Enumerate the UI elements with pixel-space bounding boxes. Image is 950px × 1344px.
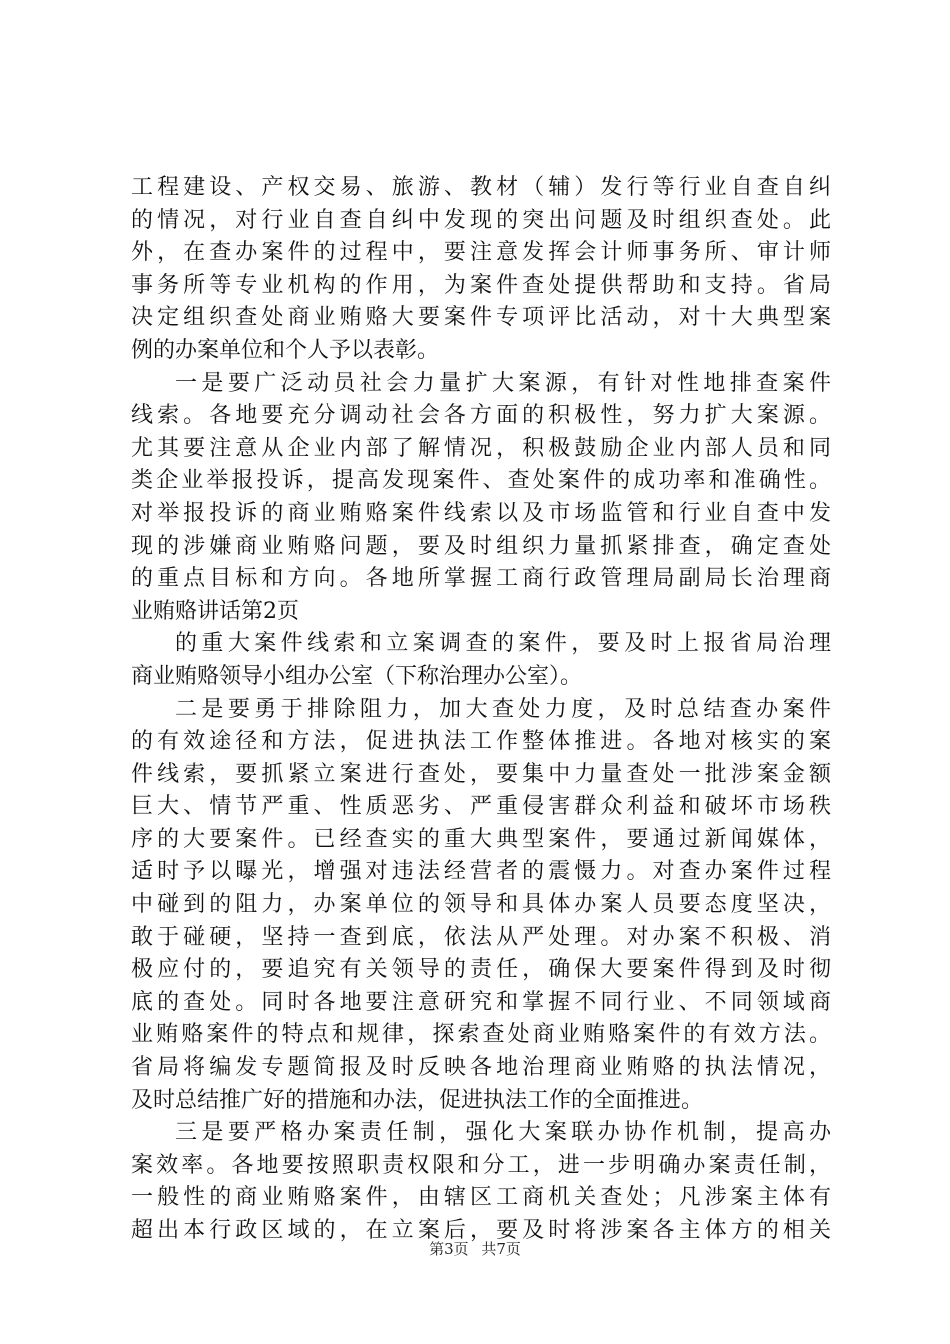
- text-line: 事务所等专业机构的作用，为案件查处提供帮助和支持。省局: [131, 272, 831, 298]
- text-line: 业贿赂讲话第2页: [131, 598, 299, 624]
- text-line: 工程建设、产权交易、旅游、教材（辅）发行等行业自查自纠: [131, 175, 831, 200]
- text-line: 案效率。各地要按照职责权限和分工，进一步明确办案责任制，: [131, 1152, 831, 1178]
- text-line: 一是要广泛动员社会力量扩大案源，有针对性地排查案件: [175, 370, 831, 396]
- page-total: 共7页: [481, 1240, 521, 1258]
- text-line: 的有效途径和方法，促进执法工作整体推进。各地对核实的案: [131, 729, 831, 755]
- text-line: 敢于碰硬，坚持一查到底，依法从严处理。对办案不积极、消: [131, 924, 831, 950]
- text-line: 尤其要注意从企业内部了解情况，积极鼓励企业内部人员和同: [131, 435, 831, 461]
- page-number: 第3页: [429, 1240, 469, 1258]
- text-line: 超出本行政区域的，在立案后，要及时将涉案各主体方的相关: [131, 1218, 831, 1243]
- text-line: 外，在查办案件的过程中，要注意发挥会计师事务所、审计师: [131, 240, 831, 266]
- text-line: 现的涉嫌商业贿赂问题，要及时组织力量抓紧排查，确定查处: [131, 533, 831, 559]
- text-line: 省局将编发专题简报及时反映各地治理商业贿赂的执法情况，: [131, 1055, 831, 1081]
- text-line: 例的办案单位和个人予以表彰。: [131, 337, 440, 363]
- text-line: 的情况，对行业自查自纠中发现的突出问题及时组织查处。此: [131, 207, 831, 233]
- text-line: 极应付的，要追究有关领导的责任，确保大要案件得到及时彻: [131, 957, 831, 983]
- text-line: 适时予以曝光，增强对违法经营者的震慑力。对查办案件过程: [131, 859, 831, 885]
- text-line: 对举报投诉的商业贿赂案件线索以及市场监管和行业自查中发: [131, 500, 831, 526]
- text-line: 序的大要案件。已经查实的重大典型案件，要通过新闻媒体，: [131, 826, 831, 852]
- text-line: 巨大、情节严重、性质恶劣、严重侵害群众利益和破坏市场秩: [131, 794, 831, 820]
- text-line: 类企业举报投诉，提高发现案件、查处案件的成功率和准确性。: [131, 468, 831, 494]
- text-line: 的重大案件线索和立案调查的案件，要及时上报省局治理: [175, 631, 831, 657]
- text-line: 商业贿赂领导小组办公室（下称治理办公室）。: [131, 663, 583, 689]
- text-line: 底的查处。同时各地要注意研究和掌握不同行业、不同领域商: [131, 989, 831, 1015]
- text-line: 业贿赂案件的特点和规律，探索查处商业贿赂案件的有效方法。: [131, 1022, 831, 1048]
- text-line: 中碰到的阻力，办案单位的领导和具体办案人员要态度坚决，: [131, 892, 831, 918]
- document-body: [131, 172, 831, 1248]
- text-line: 一般性的商业贿赂案件，由辖区工商机关查处；凡涉案主体有: [131, 1185, 831, 1211]
- text-line: 三是要严格办案责任制，强化大案联办协作机制，提高办: [175, 1120, 831, 1146]
- text-line: 二是要勇于排除阻力，加大查处力度，及时总结查办案件: [175, 696, 831, 722]
- text-line: 的重点目标和方向。各地所掌握工商行政管理局副局长治理商: [131, 566, 831, 592]
- text-line: 决定组织查处商业贿赂大要案件专项评比活动，对十大典型案: [131, 305, 831, 331]
- page-footer: [0, 1238, 950, 1259]
- text-line: 线索。各地要充分调动社会各方面的积极性，努力扩大案源。: [131, 403, 831, 429]
- text-line: 及时总结推广好的措施和办法，促进执法工作的全面推进。: [131, 1087, 704, 1113]
- text-line: 件线索，要抓紧立案进行查处，要集中力量查处一批涉案金额: [131, 761, 831, 787]
